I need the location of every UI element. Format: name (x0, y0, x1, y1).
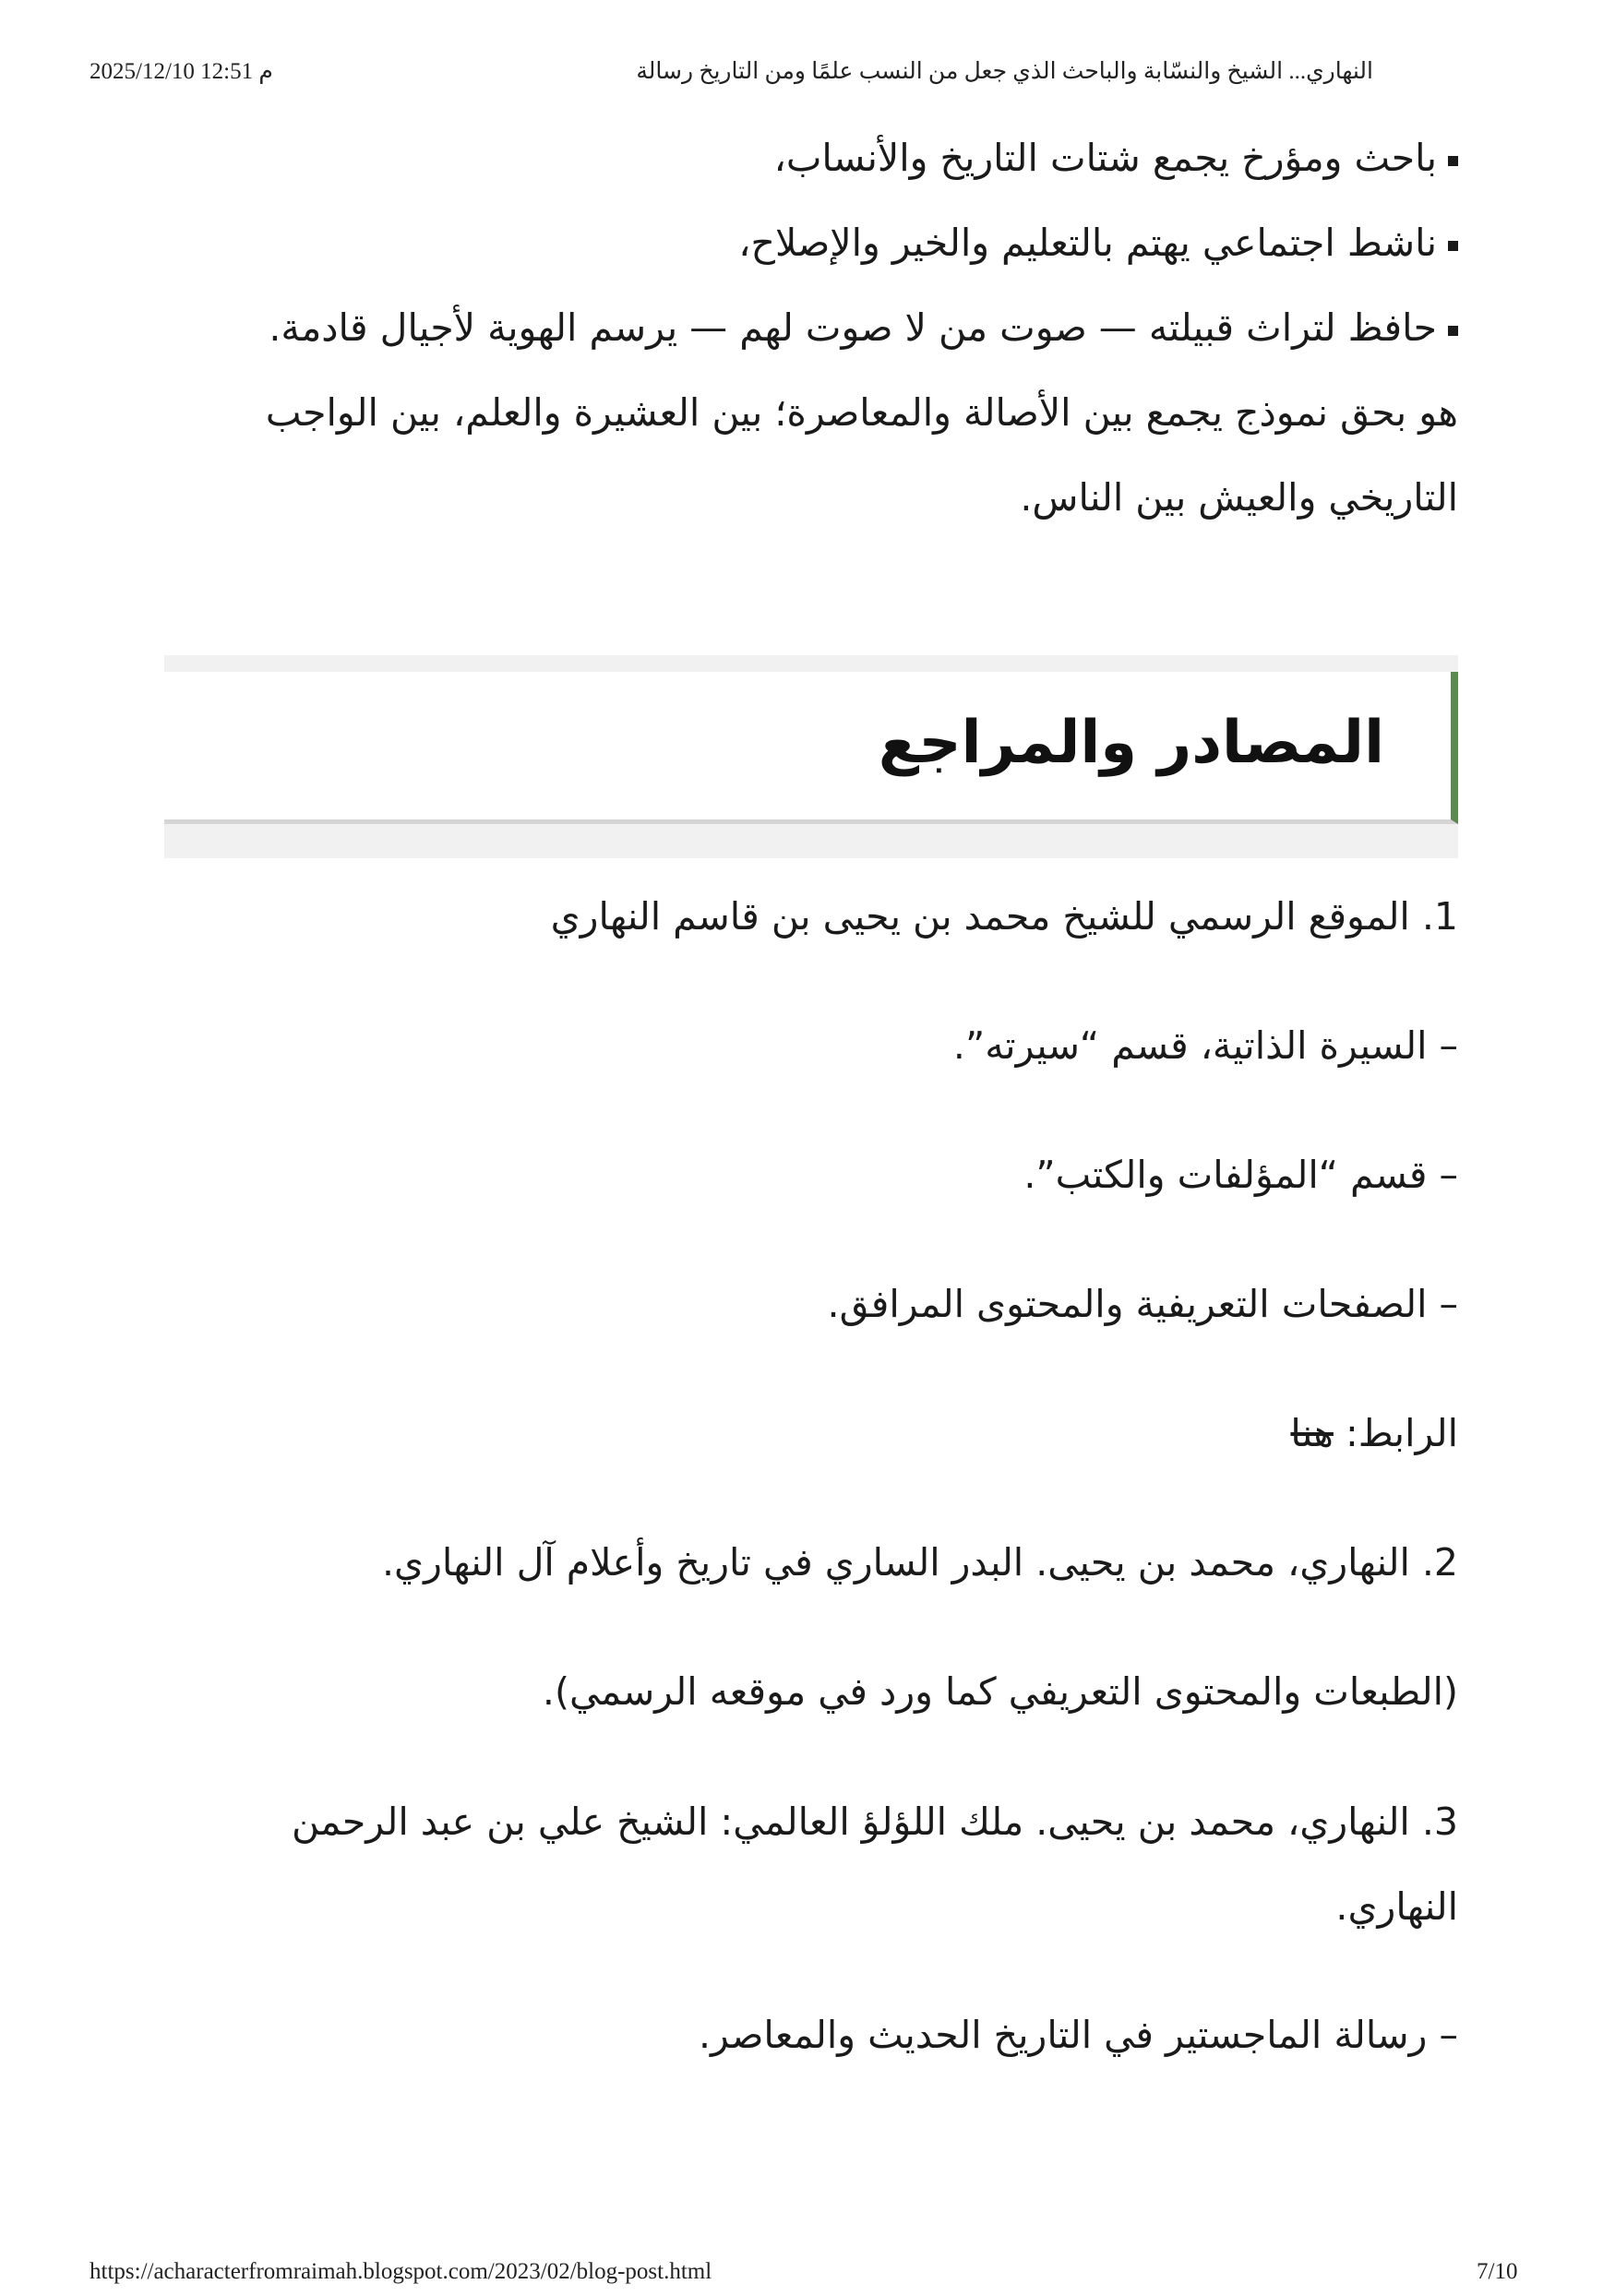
list-item-text: ناشط اجتماعي يهتم بالتعليم والخير والإصلاح، (738, 221, 1437, 265)
list-item (245, 200, 1458, 285)
list-item-text: باحث ومؤرخ يجمع شتات التاريخ والأنساب، (773, 136, 1437, 180)
summary-paragraph: هو بحق نموذج يجمع بين الأصالة والمعاصرة؛ بين العشيرة والعلم، بين الواجب التاريخي والعيش بين الناس. (265, 390, 1458, 520)
reference-detail: (الطبعات والمحتوى التعريفي كما ورد في موقعه الرسمي). (542, 1669, 1458, 1714)
print-header (0, 57, 1615, 94)
reference-detail: – السيرة الذاتية، قسم “سيرته”. (952, 1023, 1458, 1068)
references-list (245, 875, 1458, 2123)
reference-item: 1. الموقع الرسمي للشيخ محمد بن يحيى بن قاسم النهاري (550, 894, 1458, 939)
section-heading (164, 672, 1458, 824)
source-link[interactable]: هنا (1290, 1411, 1334, 1455)
reference-item: 3. النهاري، محمد بن يحيى. ملك اللؤلؤ العالمي: الشيخ علي بن عبد الرحمن النهاري. (291, 1800, 1458, 1929)
reference-link-line (245, 1392, 1458, 1521)
square-bullet-icon (1448, 326, 1458, 336)
list-item (245, 115, 1458, 200)
article-body (245, 115, 1458, 540)
page-number: 7/10 (1477, 2259, 1518, 2284)
list-item (245, 285, 1458, 370)
square-bullet-icon (1448, 156, 1458, 166)
link-label: الرابط: (1345, 1411, 1458, 1455)
print-page-title: النهاري... الشيخ والنسّابة والباحث الذي جعل من النسب علمًا ومن التاريخ رسالة (636, 59, 1373, 84)
reference-detail: – قسم “المؤلفات والكتب”. (1023, 1153, 1458, 1197)
square-bullet-icon (1448, 241, 1458, 251)
reference-detail: – الصفحات التعريفية والمحتوى المرافق. (827, 1282, 1458, 1326)
section-title: المصادر والمراجع (878, 709, 1384, 777)
reference-detail: – رسالة الماجستير في التاريخ الحديث والمعاصر. (698, 2013, 1458, 2057)
list-item-text: حافظ لتراث قبيلته — صوت من لا صوت لهم — يرسم الهوية لأجيال قادمة. (269, 305, 1437, 350)
print-footer (0, 2259, 1615, 2296)
print-url: https://acharacterfromraimah.blogspot.com/2023/02/blog-post.html (90, 2259, 712, 2284)
reference-item: 2. النهاري، محمد بن يحيى. البدر الساري في تاريخ وأعلام آل النهاري. (381, 1540, 1458, 1584)
print-datetime: 2025/12/10 12:51 م (90, 59, 273, 84)
